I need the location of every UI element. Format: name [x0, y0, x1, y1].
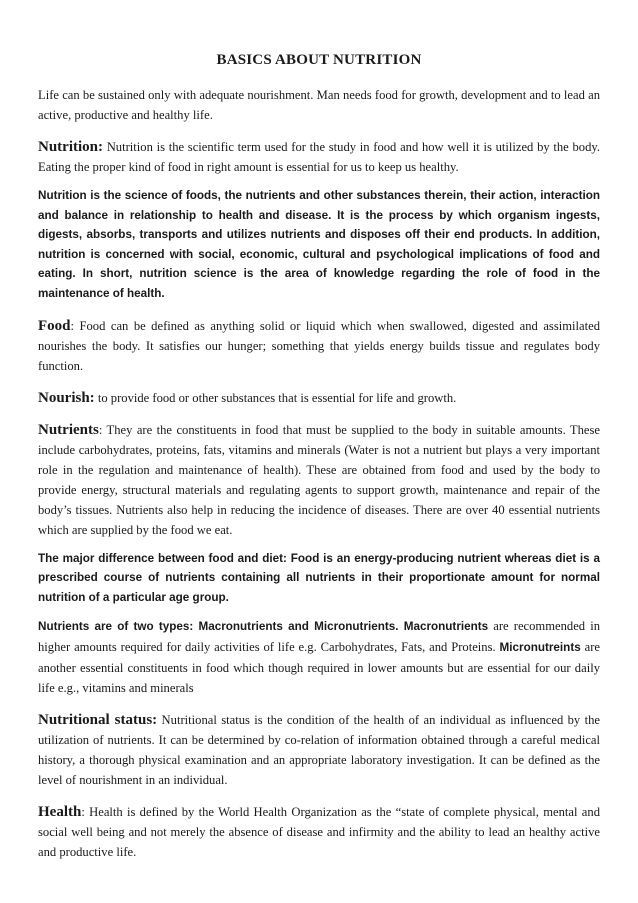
nourish-text: to provide food or other substances that is essential for life and growth. — [94, 390, 457, 405]
nutrients-text: : They are the constituents in food that must be supplied to the body in suitable amounts. These include carbohydrates, proteins, fats, vitamins and minerals (Water is not a nutrient but plays a very important role in the regulation and maintenance of health). These are obtained from food and used by the body to provide energy, structural materials and regulating agents to support growth, maintenance and repair of the body’s tissues. Nutrients also help in reducing the incidence of diseases. There are over 40 essential nutrients which are supplied by the food we eat. — [38, 422, 600, 537]
nourish-term: Nourish: — [38, 389, 95, 406]
health-paragraph — [38, 802, 600, 862]
health-text: : Health is defined by the World Health Organization as the “state of complete physical, mental and social well being and not merely the absence of disease and infirmity and the ability to lead an healthy active and productive life. — [38, 805, 600, 860]
nutrient-types-lead: Nutrients are of two types: Macronutrients and Micronutrients. Macronutrients — [38, 620, 489, 634]
nutritional-status-term: Nutritional status: — [38, 712, 158, 729]
nutrition-text: Nutrition is the scientific term used for the study in food and how well it is utilized by the body. Eating the proper kind of food in right amount is essential for us to keep us healthy. — [38, 140, 600, 174]
nutrient-types-text2: are another essential constituents in food which though required in lower amounts but are essential for our daily life e.g., vitamins and minerals — [38, 640, 600, 696]
nutrients-term: Nutrients — [38, 421, 99, 438]
page-title: BASICS ABOUT NUTRITION — [216, 52, 422, 68]
nutrients-paragraph — [38, 420, 600, 540]
intro-paragraph: Life can be sustained only with adequate nourishment. Man needs food for growth, development and to lead an active, productive and healthy life. — [38, 88, 600, 122]
nutrient-types-text1: are recommended in higher amounts required for daily activities of life e.g. Carbohydrates, Fats, and Proteins. — [38, 619, 600, 655]
nutrient-types-paragraph — [38, 616, 600, 698]
food-term: Food — [38, 317, 71, 334]
health-term: Health — [38, 804, 82, 821]
nutritional-status-text: Nutritional status is the condition of the health of an individual as influenced by the utilization of nutrients. It can be determined by co-relation of information obtained through a careful medical history, a thorough physical examination and an appropriate laboratory investigation. It can be defined as the level of nourishment in an individual. — [38, 713, 601, 788]
food-diet-difference-paragraph: The major difference between food and diet: Food is an energy-producing nutrient whereas diet is a prescribed course of nutrients containing all nutrients in their proportionate amount for normal nutrition of a particular age group. — [38, 551, 600, 604]
food-text: : Food can be defined as anything solid or liquid which when swallowed, digested and assimilated nourishes the body. It satisfies our hunger; something that yields energy builds tissue and regulates body function. — [38, 318, 600, 373]
nutrition-paragraph — [38, 137, 600, 177]
nutrition-science-paragraph: Nutrition is the science of foods, the nutrients and other substances therein, their action, interaction and balance in relationship to health and disease. It is the process by which organism ingests, digests, absorbs, transports and utilizes nutrients and disposes off their end products. In addition, nutrition is concerned with social, economic, cultural and psychological implications of food and eating. In short, nutrition science is the area of knowledge regarding the role of food in the maintenance of health. — [38, 189, 600, 300]
micronutrients-term: Micronutreints — [499, 641, 581, 655]
nourish-paragraph — [38, 388, 600, 408]
food-paragraph — [38, 316, 600, 376]
nutrition-term: Nutrition: — [38, 139, 103, 155]
nutritional-status-paragraph — [38, 710, 600, 790]
